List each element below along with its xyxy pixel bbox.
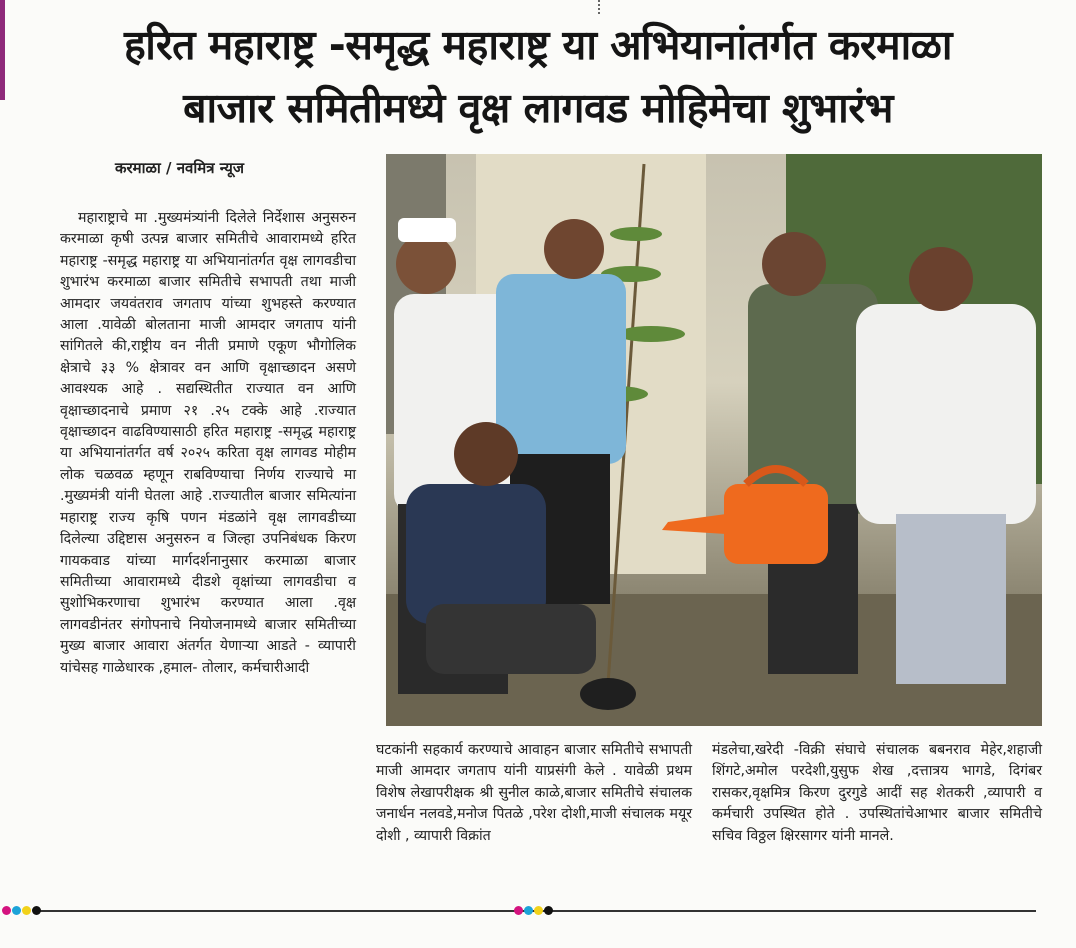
page-footer-rule — [0, 905, 1076, 917]
fold-mark — [598, 0, 604, 14]
headline-line-2: बाजार समितीमध्ये वृक्ष लागवड मोहिमेचा शुभारंभ — [183, 84, 893, 132]
article-column-1: महाराष्ट्राचे मा .मुख्यमंत्र्यांनी दिलेले निर्देशास अनुसरुन करमाळा कृषी उत्पन्न बाजार समितीचे आवारामध्ये हरित महाराष्ट्र -समृद्ध महाराष्ट्र या अभियानांतर्गत वृक्ष लागवडीचा शुभारंभ करमाळा बाजार समितीचे सभापती तथा माजी आमदार जयवंतराव जगताप यांच्या शुभहस्ते करण्यात आला .यावेळी बोलताना माजी आमदार जगताप यांनी सांगितले की,राष्ट्रीय वन नीती प्रमाणे एकूण भौगोलिक क्षेत्राचे ३३ % क्षेत्रावर वन आणि वृक्षाच्छादन असणे आवश्यक आहे . सद्यस्थितीत राज्यात वन आणि वृक्षाच्छादनाचे प्रमाण २१ .२५ टक्के आहे .राज्यात वृक्षाच्छादन वाढविण्यासाठी हरित महाराष्ट्र -समृद्ध महाराष्ट्र या अभियानांतर्गत वर्ष २०२५ करिता वृक्ष लागवड मोहीम लोक चळवळ म्हणून राबविण्याचा निर्णय राज्याचे मा .मुख्यमंत्री यांनी घेतला आहे .राज्यातील बाजार समित्यांना महाराष्ट्र राज्य कृषि पणन मंडळांने वृक्ष लागवडीच्या दिलेल्या उद्दिष्टास अनुसरुन व जिल्हा उपनिबंधक किरण गायकवाड यांच्या मार्गदर्शनानुसार करमाळा बाजार समितीच्या आवारामध्ये दीडशे वृक्षांच्या लागवडीचा व सुशोभिकरणाचा शुभारंभ करण्यात आला .वृक्ष लागवडीनंतर संगोपनाचे नियोजनामध्ये बाजार समितीच्या मुख्य बाजार आवारा अंतर्गत येणाऱ्या आडते - व्यापारी यांचेसह गाळेधारक ,हमाल- तोलार, कर्मचारीआदी — [60, 210, 356, 676]
cmyk-dot-magenta-icon — [514, 906, 523, 915]
cmyk-dot-magenta-icon — [2, 906, 11, 915]
cmyk-dot-yellow-icon — [22, 906, 31, 915]
headline — [30, 14, 1046, 140]
tree-planting-photo-illustration — [386, 154, 1042, 726]
article-column-2: घटकांनी सहकार्य करण्याचे आवाहन बाजार समितीचे सभापती माजी आमदार जगताप यांनी याप्रसंगी केले . यावेळी प्रथम विशेष लेखापरीक्षक श्री सुनील काळे,बाजार समितीचे संचालक जनार्धन नलवडे,मनोज पितळे ,परेश दोशी,माजी संचालक मयूर दोशी , व्यापारी विक्रांत — [376, 742, 692, 844]
news-photo — [386, 154, 1042, 726]
cmyk-dot-yellow-icon — [534, 906, 543, 915]
cmyk-dot-black-icon — [544, 906, 553, 915]
cmyk-dot-black-icon — [32, 906, 41, 915]
side-color-marker — [0, 0, 5, 100]
cmyk-dot-cyan-icon — [12, 906, 21, 915]
dateline: करमाळा / नवमित्र न्यूज — [115, 159, 244, 177]
headline-line-1: हरित महाराष्ट्र -समृद्ध महाराष्ट्र या अभियानांतर्गत करमाळा — [123, 21, 953, 69]
cmyk-dot-cyan-icon — [524, 906, 533, 915]
article-column-3: मंडलेचा,खरेदी -विक्री संघाचे संचालक बबनराव मेहेर,शहाजी शिंगटे,अमोल परदेशी,युसुफ शेख ,दत्तात्रय भागडे, दिगंबर रासकर,वृक्षमित्र किरण दुरगुडे आदीं सह शेतकरी ,व्यापारी व कर्मचारी उपस्थित होते . उपस्थितांचेआभार बाजार समितीचे सचिव विठ्ठल क्षिरसागर यांनी मानले. — [712, 742, 1042, 844]
planting-bag — [580, 678, 636, 710]
